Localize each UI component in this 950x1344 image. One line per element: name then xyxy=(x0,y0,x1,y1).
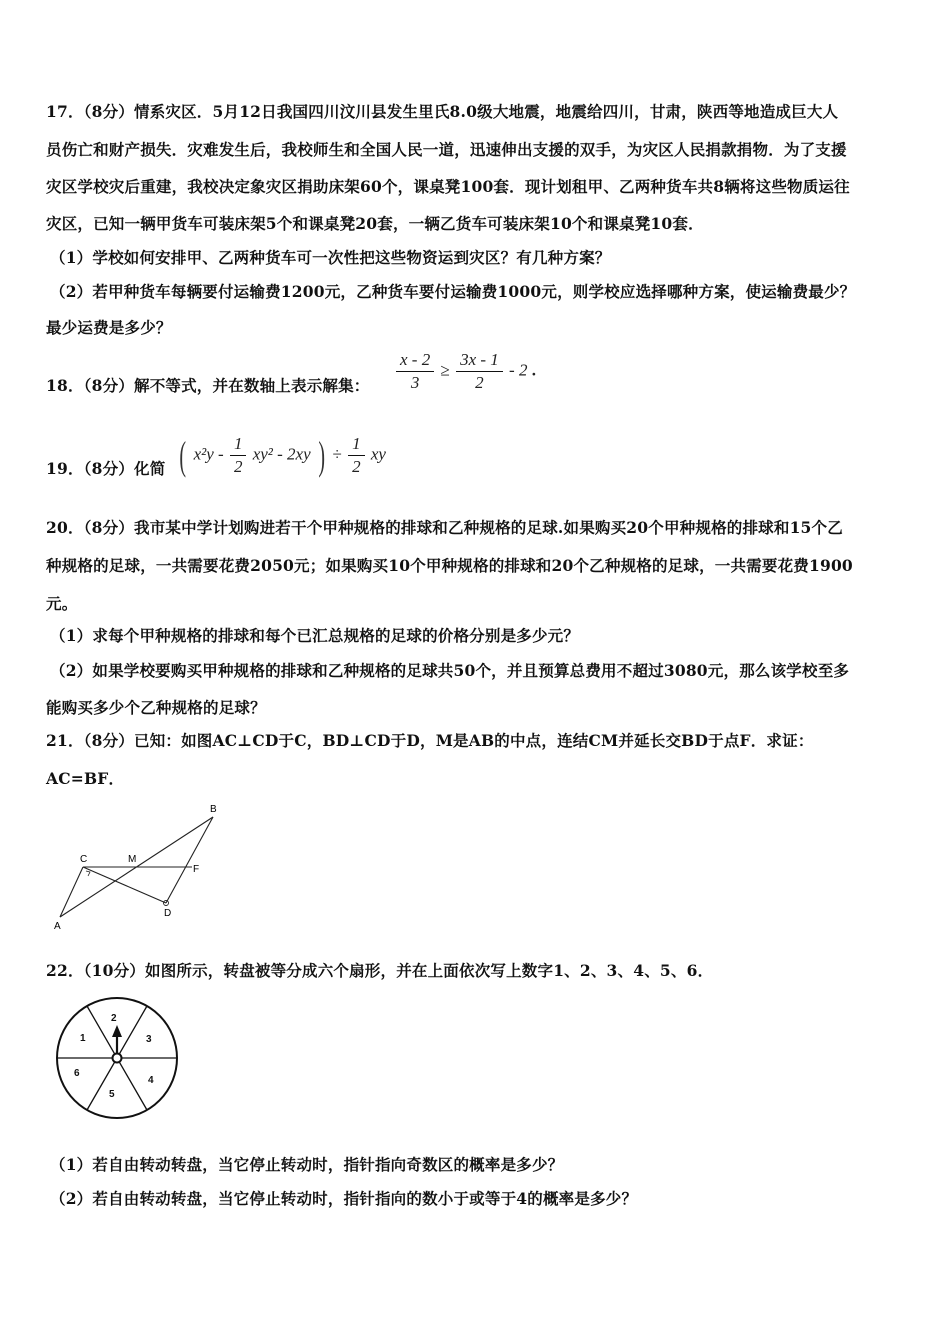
q18-geq-sign: ≥ xyxy=(440,360,450,380)
q17-sub-2-cont: 最少运费是多少？ xyxy=(46,318,172,337)
segment-db xyxy=(166,817,213,903)
q17-line-2: 员伤亡和财产损失．灾难发生后，我校师生和全国人民一道，迅速伸出支援的双手，为灾区人民捐款捐物．为了支援 xyxy=(46,140,847,159)
q18-tail: - 2 xyxy=(509,360,528,380)
sector-label-4: 4 xyxy=(148,1075,154,1086)
sector-label-5: 5 xyxy=(109,1089,115,1100)
q17-line-3: 灾区学校灾后重建，我校决定象灾区捐助床架60个，课桌凳100套．现计划租甲、乙两种货车共8辆将这些物质运往 xyxy=(46,177,850,196)
q19-text: 19．（8分）化简 xyxy=(46,459,166,478)
q18-period: . xyxy=(531,360,536,380)
label-m: M xyxy=(128,854,137,865)
q18-text: 18．（8分）解不等式，并在数轴上表示解集： xyxy=(46,376,370,395)
q22-sub-1: （1）若自由转动转盘，当它停止转动时，指针指向奇数区的概率是多少？ xyxy=(50,1155,564,1174)
q18-lhs-denominator: 3 xyxy=(410,373,420,392)
q17-sub-1: （1）学校如何安排甲、乙两种货车可一次性把这些物资运到灾区？有几种方案？ xyxy=(50,248,611,267)
spinner-center-pin xyxy=(113,1054,122,1063)
right-angle-c xyxy=(86,871,90,876)
q20-line-2: 种规格的足球，一共需要花费2050元；如果购买10个甲种规格的排球和20个乙种规格的足球，一共需要花费1900 xyxy=(46,556,853,575)
q22-sub-2: （2）若自由转动转盘，当它停止转动时，指针指向的数小于或等于4的概率是多少？ xyxy=(50,1189,638,1208)
q19-expression xyxy=(176,432,386,479)
sector-label-3: 3 xyxy=(146,1034,152,1045)
q20-sub-1: （1）求每个甲种规格的排球和每个已汇总规格的足球的价格分别是多少元？ xyxy=(50,626,580,645)
label-a: A xyxy=(54,921,61,932)
q21-line-2: AC=BF． xyxy=(46,769,125,788)
q19-frac-1-num: 1 xyxy=(230,434,247,456)
q19-term-1: x²y - xyxy=(193,444,224,464)
q19-term-2: xy² - 2xy xyxy=(252,444,311,464)
q21-line-1: 21．（8分）已知：如图AC⊥CD于C，BD⊥CD于D，M是AB的中点，连结CM并延长交BD于点F．求证： xyxy=(46,731,814,750)
right-paren: ) xyxy=(318,433,325,478)
q20-sub-2-cont: 能购买多少个乙种规格的足球？ xyxy=(46,698,266,717)
left-paren: ( xyxy=(179,433,186,478)
q19-divide-sign: ÷ xyxy=(332,444,342,464)
q20-line-3: 元。 xyxy=(46,594,78,613)
q18-rhs-numerator: 3x - 1 xyxy=(456,350,503,372)
q19-frac-1-den: 2 xyxy=(233,457,243,476)
label-b: B xyxy=(210,804,217,815)
q21-geometry-figure xyxy=(46,800,236,935)
label-c: C xyxy=(80,854,88,865)
q17-line-1: 17．（8分）情系灾区．5月12日我国四川汶川县发生里氏8.0级大地震，地震给四川，甘肃，陕西等地造成巨大人 xyxy=(46,102,839,121)
q19-term-3: xy xyxy=(370,444,386,464)
label-f: F xyxy=(193,864,200,875)
q17-line-4: 灾区，已知一辆甲货车可装床架5个和课桌凳20套，一辆乙货车可装床架10个和课桌凳10套． xyxy=(46,214,704,233)
sector-label-2: 2 xyxy=(111,1013,117,1024)
sector-label-6: 6 xyxy=(74,1068,80,1079)
segment-cd xyxy=(83,867,166,903)
label-d: D xyxy=(164,908,172,919)
spinner-pointer-arrow-icon xyxy=(112,1025,122,1037)
q19-frac-2-den: 2 xyxy=(352,457,361,476)
q18-rhs-denominator: 2 xyxy=(475,373,484,392)
sector-label-1: 1 xyxy=(80,1033,86,1044)
q20-line-1: 20．（8分）我市某中学计划购进若干个甲种规格的排球和乙种规格的足球.如果购买20个甲种规格的排球和15个乙 xyxy=(46,518,843,537)
q18-inequality xyxy=(394,350,536,393)
q17-sub-2: （2）若甲种货车每辆要付运输费1200元，乙种货车要付运输费1000元，则学校应选择哪种方案，使运输费最少？ xyxy=(50,282,856,301)
q20-sub-2: （2）如果学校要购买甲种规格的排球和乙种规格的足球共50个，并且预算总费用不超过3080元，那么该学校至多 xyxy=(50,661,850,680)
q19-frac-2-num: 1 xyxy=(348,434,365,456)
q22-line-1: 22．（10分）如图所示，转盘被等分成六个扇形，并在上面依次写上数字1、2、3、4、5、6． xyxy=(46,961,714,980)
q22-spinner-figure xyxy=(52,997,182,1121)
q18-lhs-numerator: x - 2 xyxy=(396,350,434,372)
